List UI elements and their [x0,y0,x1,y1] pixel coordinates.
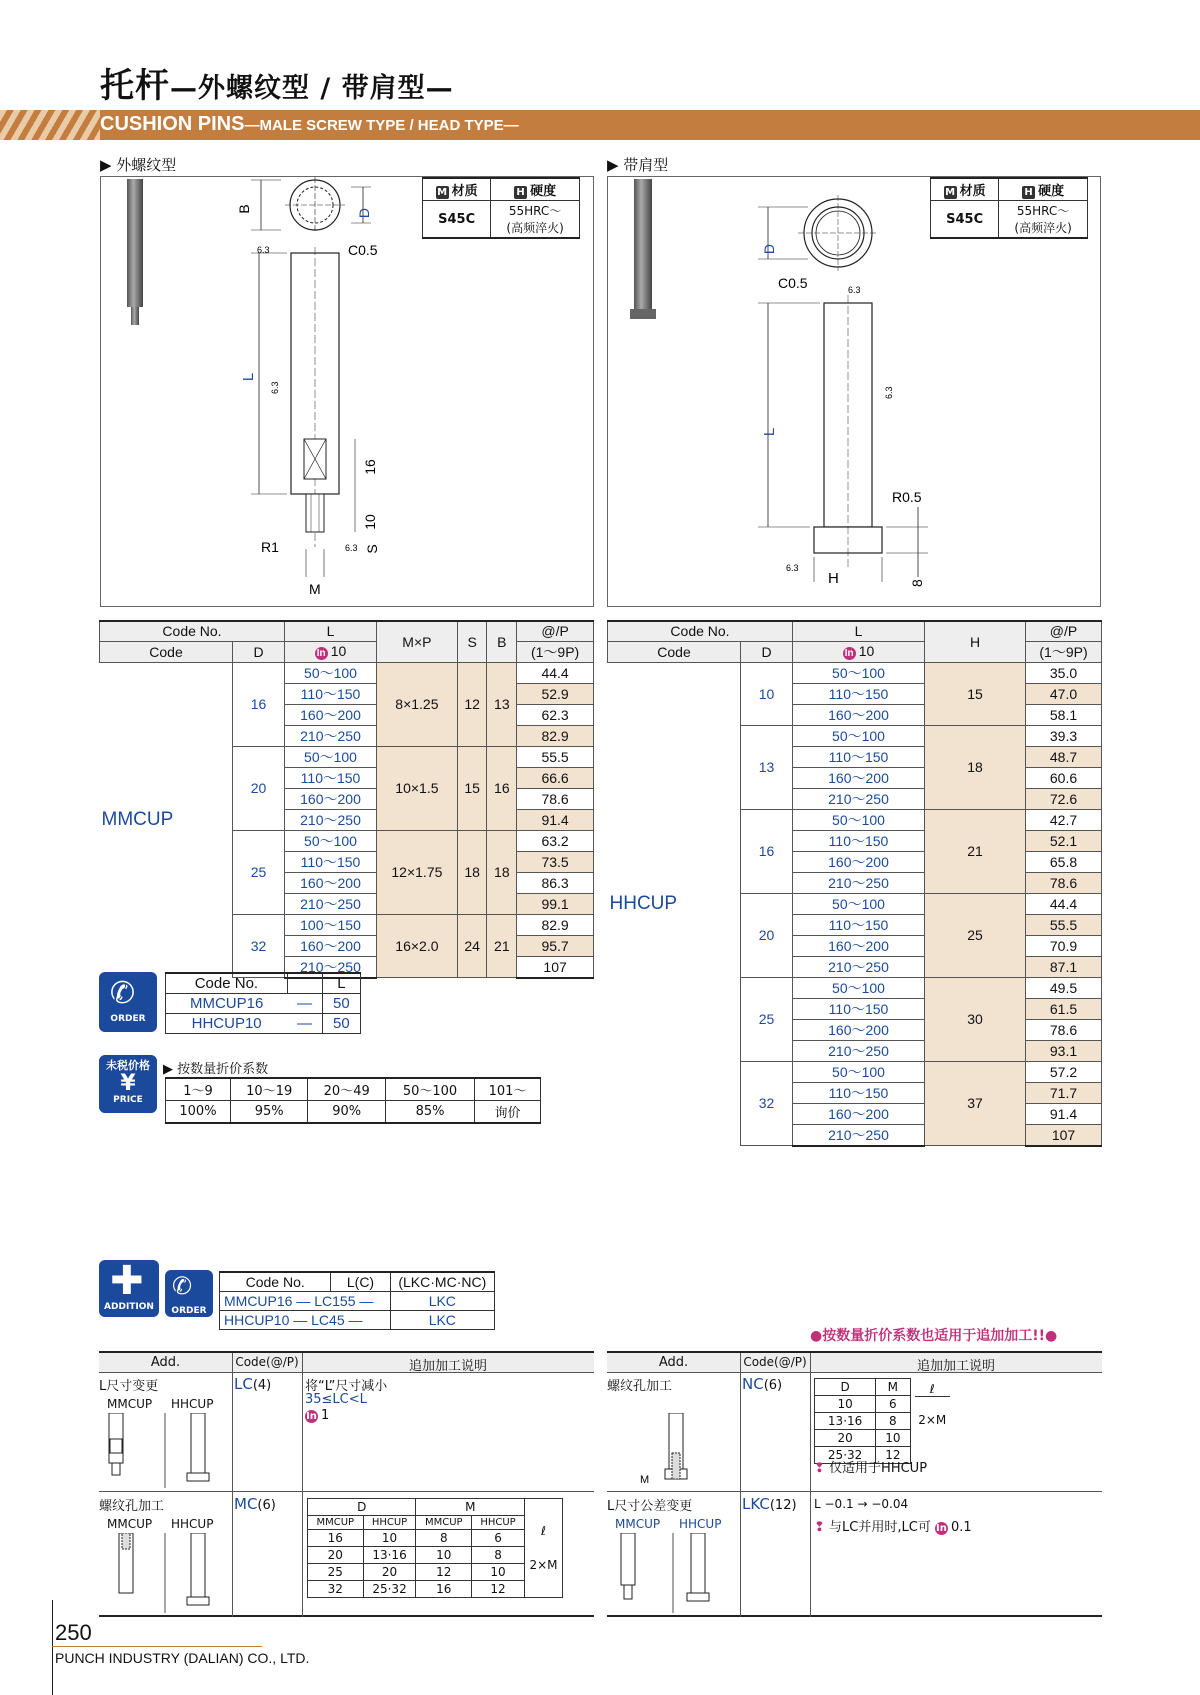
code-cell: MMCUP [101,809,174,830]
price-cell: 42.7 [1026,809,1102,830]
d-cell: 32 [233,914,285,978]
h-cell: 15 [925,662,1026,725]
dim-c-head: C0.5 [778,275,808,291]
male-screw-label: ▶ 外螺纹型 [100,156,177,174]
dim-8: 8 [909,579,925,587]
head-type-drawing [608,177,1102,608]
male-screw-drawing [101,177,595,608]
price-cell: 62.3 [517,704,594,725]
l-range-cell: 50～100 [285,662,377,683]
nc-illustration [637,1413,727,1488]
price-cell: 66.6 [517,767,594,788]
price-cell: 78.6 [1026,1019,1102,1040]
dim-r-head: R0.5 [892,489,922,505]
nc-m-label: M [640,1474,650,1486]
price-cell: 95.7 [517,935,594,956]
price-cell: 61.5 [1026,998,1102,1019]
footer-underline [52,1646,262,1647]
rough-h2: 6.3 [884,386,894,399]
head-type-drawing-panel [607,176,1101,607]
rate-cell: 询价 [475,1101,541,1124]
phone-icon: ✆ [110,976,136,1011]
phone-icon-2: ✆ [172,1272,193,1300]
l-range-cell: 160～200 [285,872,377,893]
l-range-cell: 110～150 [793,830,925,851]
d-cell: 20 [233,746,285,830]
price-cell: 44.4 [1026,893,1102,914]
rough-h3: 6.3 [786,563,799,573]
page-title: 托杆—外螺纹型 / 带肩型— [100,66,454,106]
price-cell: 107 [1026,1124,1102,1146]
price-cell: 44.4 [517,662,594,683]
rough-3: 6.3 [345,543,358,553]
b-cell: 18 [487,830,517,914]
d-cell: 32 [741,1061,793,1146]
footer-rule [52,1600,53,1695]
company-name: PUNCH INDUSTRY (DALIAN) CO., LTD. [55,1650,310,1666]
h-cell: 25 [925,893,1026,977]
price-cell: 48.7 [1026,746,1102,767]
l-range-cell: 110～150 [285,767,377,788]
l-range-cell: 50～100 [793,893,925,914]
rate-cell: 90% [308,1101,386,1124]
pin-photo-head [634,179,652,309]
mc-spec-table: D M ℓ 2×M MMCUP HHCUP MMCUP HHCUP 16 10 8 6 20 13·16 10 8 25 20 12 10 32 25·32 16 12 [307,1498,563,1598]
mp-cell: 10×1.5 [377,746,458,830]
h-cell: 37 [925,1061,1026,1146]
table-row [608,662,1102,683]
l-range-cell: 160～200 [793,1103,925,1124]
price-cell: 82.9 [517,725,594,746]
plus-icon: ✚ [110,1258,144,1304]
dim-d: D [356,207,372,219]
l-range-cell: 160～200 [793,704,925,725]
addition-example-table: Code No. L(C) (LKC·MC·NC) MMCUP16 — LC155 — LKC HHCUP10 — LC45 — LKC [219,1271,495,1330]
d-cell: 20 [741,893,793,977]
l-range-cell: 210～250 [793,956,925,977]
qty-cell: 20～49 [308,1078,386,1101]
page-number: 250 [55,1620,92,1645]
price-cell: 71.7 [1026,1082,1102,1103]
d-cell: 10 [741,662,793,725]
l-range-cell: 210～250 [285,725,377,746]
l-range-cell: 110～150 [793,746,925,767]
dim-h: H [828,570,839,587]
rough-h1: 6.3 [848,285,861,295]
addition-right-table: Add. Code(@/P) 追加加工说明 螺纹孔加工 M NC(6) D M ℓ 2×M 10 6 13·16 8 20 10 25·32 12 ❢ 仅适用于HHCUP L尺寸公差变更 MMCUP HHCUP LKC(12) L −0.1 → −0.04 ❢ 与LC并用时,LC可 In 0.1 [607,1351,1102,1617]
lkc-illustration [607,1533,740,1613]
mmcup-table: Code No. L M×P S B @/P Code D In 10 (1～9P) MMCUP 16 50～100 8×1.25 12 13 44.4 110～150 52.9 160～200 62.3 210～250 82.9 20 50～100 10×1.5 15 16 55.5 110～150 66.6 160～200 78.6 210～250 91.4 25 50～100 12×1.75 18 18 63.2 110～150 73.5 160～200 86.3 210～250 99.1 32 100～150 16×2.0 24 21 82.9 160～200 95.7 210～250 107 [99,620,594,979]
mp-cell: 12×1.75 [377,830,458,914]
s-cell: 24 [457,914,487,978]
s-cell: 18 [457,830,487,914]
order-badge-2: ORDER [165,1270,213,1317]
d-cell: 16 [233,662,285,746]
d-cell: 13 [741,725,793,809]
b-cell: 16 [487,746,517,830]
dim-10: 10 [362,514,378,530]
price-cell: 70.9 [1026,935,1102,956]
l-range-cell: 50～100 [793,662,925,683]
s-cell: 15 [457,746,487,830]
dim-d-head: D [761,243,777,255]
price-cell: 55.5 [517,746,594,767]
l-range-cell: 50～100 [285,830,377,851]
l-range-cell: 210～250 [793,788,925,809]
price-cell: 60.6 [1026,767,1102,788]
l-range-cell: 110～150 [793,998,925,1019]
male-screw-drawing-panel [100,176,594,607]
l-range-cell: 210～250 [793,872,925,893]
price-cell: 63.2 [517,830,594,851]
l-range-cell: 50～100 [793,725,925,746]
price-cell: 86.3 [517,872,594,893]
l-range-cell: 160～200 [285,704,377,725]
price-cell: 91.4 [517,809,594,830]
lc-illustration [99,1413,232,1488]
addition-badge: ADDITION [99,1260,159,1317]
head-type-label: ▶ 带肩型 [607,156,669,174]
dim-s: S [364,544,380,554]
hhcup-table: Code No. L H @/P Code D In 10 (1～9P) HHCUP 10 50～100 15 35.0 110～150 47.0 160～200 58.1 13 50～100 18 39.3 110～150 48.7 160～200 60.6 210～250 72.6 16 50～100 21 42.7 110～150 52.1 160～200 65.8 210～250 78.6 20 50～100 25 44.4 110～150 55.5 160～200 70.9 210～250 87.1 25 50～100 30 49.5 110～150 61.5 160～200 78.6 210～250 93.1 32 50～100 37 57.2 110～150 71.7 160～200 91.4 210～250 107 [607,620,1102,1147]
code-cell: HHCUP [609,893,678,914]
price-cell: 57.2 [1026,1061,1102,1082]
l-range-cell: 110～150 [793,1082,925,1103]
price-cell: 107 [517,956,594,978]
l-range-cell: 210～250 [285,956,377,978]
addition-notice: ●按数量折价系数也适用于追加加工!!● [810,1328,1058,1344]
price-cell: 82.9 [517,914,594,935]
price-cell: 65.8 [1026,851,1102,872]
price-cell: 58.1 [1026,704,1102,725]
dim-m: M [309,581,321,597]
order-example-table: Code No. L MMCUP16 — 50 HHCUP10 — 50 [165,972,361,1034]
rate-cell: 85% [385,1101,474,1124]
l-range-cell: 210～250 [793,1124,925,1146]
price-cell: 87.1 [1026,956,1102,977]
l-range-cell: 110～150 [285,683,377,704]
l-range-cell: 110～150 [793,683,925,704]
l-range-cell: 160～200 [793,1019,925,1040]
material-table-left: M 材质 H 硬度 S45C 55HRC～ (高频淬火) [422,177,580,239]
l-range-cell: 50～100 [285,746,377,767]
price-cell: 78.6 [1026,872,1102,893]
dim-b: B [236,204,252,214]
l-range-cell: 160～200 [285,788,377,809]
banner-stripes [0,110,100,140]
order-badge: ORDER [99,972,157,1032]
qty-cell: 1～9 [166,1078,231,1101]
l-range-cell: 160～200 [285,935,377,956]
d-cell: 25 [233,830,285,914]
l-range-cell: 160～200 [793,851,925,872]
price-cell: 73.5 [517,851,594,872]
l-range-cell: 210～250 [793,1040,925,1061]
b-cell: 13 [487,662,517,746]
price-cell: 99.1 [517,893,594,914]
table-row [100,662,594,683]
rate-cell: 95% [230,1101,308,1124]
mp-cell: 8×1.25 [377,662,458,746]
rate-cell: 100% [166,1101,231,1124]
dim-l-head: L [761,427,778,437]
l-range-cell: 50～100 [793,977,925,998]
discount-label: ▶ 按数量折价系数 [163,1062,269,1077]
h-cell: 21 [925,809,1026,893]
price-cell: 39.3 [1026,725,1102,746]
rough-1: 6.3 [257,245,270,255]
price-cell: 91.4 [1026,1103,1102,1124]
dim-r: R1 [261,539,279,555]
l-range-cell: 100～150 [285,914,377,935]
pin-photo [127,179,143,307]
qty-cell: 10～19 [230,1078,308,1101]
discount-table [165,1077,541,1124]
banner-title: CUSHION PINS—MALE SCREW TYPE / HEAD TYPE— [100,113,519,135]
price-cell: 35.0 [1026,662,1102,683]
price-cell: 49.5 [1026,977,1102,998]
rough-2: 6.3 [270,381,280,394]
dim-c: C0.5 [348,242,378,258]
dim-l: L [240,372,257,382]
price-cell: 52.9 [517,683,594,704]
price-cell: 93.1 [1026,1040,1102,1061]
material-table-right: M 材质 H 硬度 S45C 55HRC～ (高频淬火) [930,177,1088,239]
mp-cell: 16×2.0 [377,914,458,978]
addition-left-table: Add. Code(@/P) 追加加工说明 L尺寸变更 MMCUP HHCUP LC(4) 将“L”尺寸减小 35≤LC<L In 1 螺纹孔加工 MMCUP HHCUP MC(6) D M ℓ 2×M MMCUP HHCUP MMCUP HHCUP 16 10 8 6 20 13·16 10 8 25 20 12 10 32 25·32 16 12 [99,1351,594,1617]
l-range-cell: 110～150 [285,851,377,872]
h-cell: 18 [925,725,1026,809]
price-badge: 未税价格 ¥ PRICE [99,1055,157,1113]
d-cell: 16 [741,809,793,893]
s-cell: 12 [457,662,487,746]
l-range-cell: 210～250 [285,809,377,830]
l-range-cell: 50～100 [793,809,925,830]
price-cell: 55.5 [1026,914,1102,935]
l-range-cell: 50～100 [793,1061,925,1082]
price-cell: 47.0 [1026,683,1102,704]
qty-cell: 101～ [475,1078,541,1101]
l-range-cell: 110～150 [793,914,925,935]
price-cell: 78.6 [517,788,594,809]
h-cell: 30 [925,977,1026,1061]
dim-16: 16 [362,459,378,475]
l-range-cell: 160～200 [793,767,925,788]
d-cell: 25 [741,977,793,1061]
b-cell: 21 [487,914,517,978]
mc-illustration [99,1533,232,1613]
price-cell: 52.1 [1026,830,1102,851]
price-cell: 72.6 [1026,788,1102,809]
l-range-cell: 160～200 [793,935,925,956]
qty-cell: 50～100 [385,1078,474,1101]
nc-spec-table: D M ℓ 2×M 10 6 13·16 8 20 10 25·32 12 [814,1378,954,1464]
l-range-cell: 210～250 [285,893,377,914]
